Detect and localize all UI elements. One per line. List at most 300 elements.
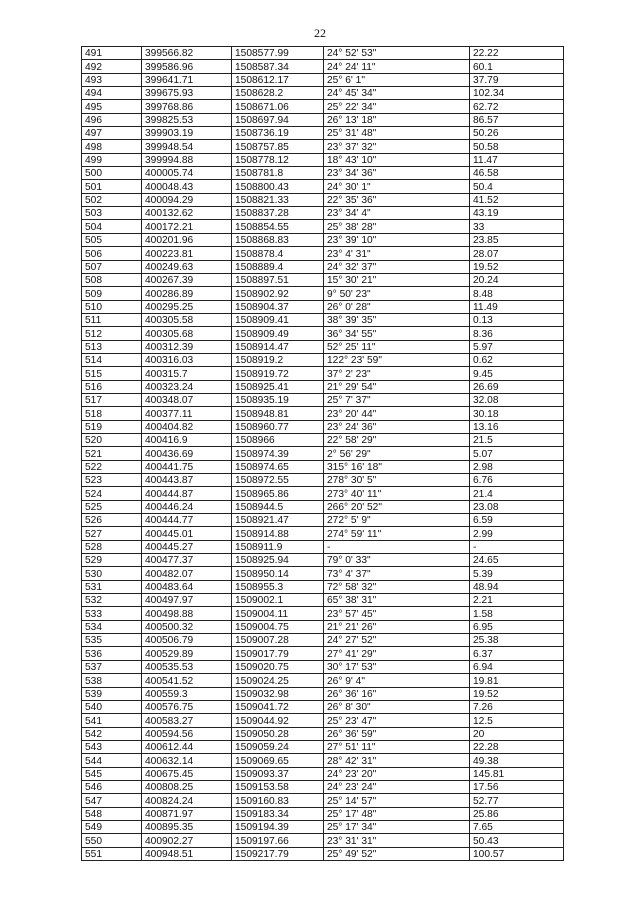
direction-angle-cell: 25° 31' 48" — [324, 127, 470, 140]
direction-angle-cell: 25° 17' 48" — [324, 807, 470, 820]
distance-cell: 32.08 — [470, 393, 564, 406]
direction-angle-cell: 28° 42' 31" — [324, 754, 470, 767]
x-coordinate-cell: 400559.3 — [142, 687, 232, 700]
point-number-cell: 534 — [82, 620, 142, 633]
table-row — [82, 780, 564, 793]
y-coordinate-cell: 1508955.3 — [232, 580, 324, 593]
x-coordinate-cell: 400483.64 — [142, 580, 232, 593]
x-coordinate-cell: 399768.86 — [142, 100, 232, 113]
table-row — [82, 247, 564, 260]
table-row — [82, 300, 564, 313]
distance-cell: 24.65 — [470, 554, 564, 567]
point-number-cell: 499 — [82, 153, 142, 166]
distance-cell: 6.59 — [470, 514, 564, 527]
y-coordinate-cell: 1508868.83 — [232, 233, 324, 246]
point-number-cell: 506 — [82, 247, 142, 260]
distance-cell: 8.36 — [470, 327, 564, 340]
y-coordinate-cell: 1508612.17 — [232, 73, 324, 86]
distance-cell: 7.65 — [470, 820, 564, 833]
y-coordinate-cell: 1508837.28 — [232, 207, 324, 220]
x-coordinate-cell: 400132.62 — [142, 207, 232, 220]
table-row — [82, 727, 564, 740]
point-number-cell: 514 — [82, 353, 142, 366]
point-number-cell: 510 — [82, 300, 142, 313]
table-row — [82, 740, 564, 753]
y-coordinate-cell: 1508974.39 — [232, 447, 324, 460]
x-coordinate-cell: 400267.39 — [142, 273, 232, 286]
point-number-cell: 525 — [82, 500, 142, 513]
x-coordinate-cell: 400249.63 — [142, 260, 232, 273]
direction-angle-cell: 79° 0' 33" — [324, 554, 470, 567]
distance-cell: 6.95 — [470, 620, 564, 633]
y-coordinate-cell: 1508587.34 — [232, 60, 324, 73]
distance-cell: 102.34 — [470, 87, 564, 100]
y-coordinate-cell: 1508966 — [232, 433, 324, 446]
direction-angle-cell: 273° 40' 11" — [324, 487, 470, 500]
y-coordinate-cell: 1508944.5 — [232, 500, 324, 513]
table-row — [82, 527, 564, 540]
distance-cell: 41.52 — [470, 193, 564, 206]
x-coordinate-cell: 400443.87 — [142, 474, 232, 487]
distance-cell: 1.58 — [470, 607, 564, 620]
table-row — [82, 847, 564, 860]
table-row — [82, 100, 564, 113]
y-coordinate-cell: 1509007.28 — [232, 634, 324, 647]
y-coordinate-cell: 1509002.1 — [232, 594, 324, 607]
y-coordinate-cell: 1508854.55 — [232, 220, 324, 233]
point-number-cell: 505 — [82, 233, 142, 246]
x-coordinate-cell: 400541.52 — [142, 674, 232, 687]
distance-cell: 6.37 — [470, 647, 564, 660]
distance-cell: 9.45 — [470, 367, 564, 380]
direction-angle-cell: 25° 7' 37" — [324, 393, 470, 406]
point-number-cell: 530 — [82, 567, 142, 580]
point-number-cell: 544 — [82, 754, 142, 767]
x-coordinate-cell: 400497.97 — [142, 594, 232, 607]
y-coordinate-cell: 1508628.2 — [232, 87, 324, 100]
table-row — [82, 554, 564, 567]
page-number: 22 — [314, 26, 326, 40]
direction-angle-cell: 73° 4' 37" — [324, 567, 470, 580]
y-coordinate-cell: 1508904.37 — [232, 300, 324, 313]
table-row — [82, 594, 564, 607]
y-coordinate-cell: 1509020.75 — [232, 660, 324, 673]
x-coordinate-cell: 399566.82 — [142, 47, 232, 60]
x-coordinate-cell: 400535.53 — [142, 660, 232, 673]
table-row — [82, 620, 564, 633]
y-coordinate-cell: 1508577.99 — [232, 47, 324, 60]
direction-angle-cell: 23° 57' 45" — [324, 607, 470, 620]
table-row — [82, 433, 564, 446]
x-coordinate-cell: 400612.44 — [142, 740, 232, 753]
table-row — [82, 260, 564, 273]
table-row — [82, 287, 564, 300]
y-coordinate-cell: 1508925.41 — [232, 380, 324, 393]
table-row — [82, 340, 564, 353]
direction-angle-cell: 315° 16' 18" — [324, 460, 470, 473]
point-number-cell: 549 — [82, 820, 142, 833]
distance-cell: 26.69 — [470, 380, 564, 393]
distance-cell: 25.38 — [470, 634, 564, 647]
point-number-cell: 538 — [82, 674, 142, 687]
point-number-cell: 546 — [82, 780, 142, 793]
distance-cell: 19.52 — [470, 260, 564, 273]
direction-angle-cell: 25° 17' 34" — [324, 820, 470, 833]
point-number-cell: 529 — [82, 554, 142, 567]
y-coordinate-cell: 1509093.37 — [232, 767, 324, 780]
direction-angle-cell: 23° 37' 32" — [324, 140, 470, 153]
point-number-cell: 503 — [82, 207, 142, 220]
point-number-cell: 528 — [82, 540, 142, 553]
distance-cell: 48.94 — [470, 580, 564, 593]
distance-cell: 19.52 — [470, 687, 564, 700]
distance-cell: 20.24 — [470, 273, 564, 286]
table-row — [82, 700, 564, 713]
direction-angle-cell: 23° 34' 36" — [324, 167, 470, 180]
x-coordinate-cell: 400445.27 — [142, 540, 232, 553]
direction-angle-cell: 23° 4' 31" — [324, 247, 470, 260]
point-number-cell: 519 — [82, 420, 142, 433]
y-coordinate-cell: 1508800.43 — [232, 180, 324, 193]
x-coordinate-cell: 400675.45 — [142, 767, 232, 780]
table-row — [82, 407, 564, 420]
point-number-cell: 517 — [82, 393, 142, 406]
table-row — [82, 660, 564, 673]
table-row — [82, 580, 564, 593]
distance-cell: 28.07 — [470, 247, 564, 260]
distance-cell: 23.08 — [470, 500, 564, 513]
table-row — [82, 567, 564, 580]
table-row — [82, 500, 564, 513]
point-number-cell: 512 — [82, 327, 142, 340]
distance-cell: 46.58 — [470, 167, 564, 180]
x-coordinate-cell: 399675.93 — [142, 87, 232, 100]
point-number-cell: 524 — [82, 487, 142, 500]
y-coordinate-cell: 1508919.72 — [232, 367, 324, 380]
x-coordinate-cell: 400445.01 — [142, 527, 232, 540]
table-row — [82, 273, 564, 286]
x-coordinate-cell: 400871.97 — [142, 807, 232, 820]
y-coordinate-cell: 1509197.66 — [232, 834, 324, 847]
point-number-cell: 535 — [82, 634, 142, 647]
direction-angle-cell: 65° 38' 31" — [324, 594, 470, 607]
direction-angle-cell: 272° 5' 9" — [324, 514, 470, 527]
x-coordinate-cell: 400295.25 — [142, 300, 232, 313]
point-number-cell: 509 — [82, 287, 142, 300]
direction-angle-cell: 24° 52' 53" — [324, 47, 470, 60]
distance-cell: 25.86 — [470, 807, 564, 820]
table-row — [82, 153, 564, 166]
x-coordinate-cell: 400948.51 — [142, 847, 232, 860]
distance-cell: 11.49 — [470, 300, 564, 313]
distance-cell: 17.56 — [470, 780, 564, 793]
table-row — [82, 714, 564, 727]
distance-cell: 6.94 — [470, 660, 564, 673]
point-number-cell: 508 — [82, 273, 142, 286]
distance-cell: 145.81 — [470, 767, 564, 780]
direction-angle-cell: 27° 51' 11" — [324, 740, 470, 753]
x-coordinate-cell: 400477.37 — [142, 554, 232, 567]
direction-angle-cell: 25° 6' 1" — [324, 73, 470, 86]
y-coordinate-cell: 1508960.77 — [232, 420, 324, 433]
table-row — [82, 60, 564, 73]
point-number-cell: 501 — [82, 180, 142, 193]
point-number-cell: 541 — [82, 714, 142, 727]
distance-cell: 2.98 — [470, 460, 564, 473]
table-row — [82, 487, 564, 500]
point-number-cell: 521 — [82, 447, 142, 460]
x-coordinate-cell: 400348.07 — [142, 393, 232, 406]
direction-angle-cell: 26° 36' 16" — [324, 687, 470, 700]
table-row — [82, 233, 564, 246]
y-coordinate-cell: 1509153.58 — [232, 780, 324, 793]
y-coordinate-cell: 1508902.92 — [232, 287, 324, 300]
table-row — [82, 180, 564, 193]
x-coordinate-cell: 400482.07 — [142, 567, 232, 580]
point-number-cell: 497 — [82, 127, 142, 140]
point-number-cell: 532 — [82, 594, 142, 607]
x-coordinate-cell: 400305.58 — [142, 313, 232, 326]
x-coordinate-cell: 399994.88 — [142, 153, 232, 166]
y-coordinate-cell: 1509004.11 — [232, 607, 324, 620]
table-row — [82, 674, 564, 687]
y-coordinate-cell: 1509004.75 — [232, 620, 324, 633]
table-row — [82, 127, 564, 140]
y-coordinate-cell: 1508948.81 — [232, 407, 324, 420]
x-coordinate-cell: 400323.24 — [142, 380, 232, 393]
direction-angle-cell: 25° 22' 34" — [324, 100, 470, 113]
y-coordinate-cell: 1508965.86 — [232, 487, 324, 500]
table-row — [82, 474, 564, 487]
point-number-cell: 547 — [82, 794, 142, 807]
y-coordinate-cell: 1508921.47 — [232, 514, 324, 527]
table-row — [82, 393, 564, 406]
y-coordinate-cell: 1508821.33 — [232, 193, 324, 206]
distance-cell: 86.57 — [470, 113, 564, 126]
table-row — [82, 647, 564, 660]
point-number-cell: 520 — [82, 433, 142, 446]
y-coordinate-cell: 1509044.92 — [232, 714, 324, 727]
point-number-cell: 493 — [82, 73, 142, 86]
y-coordinate-cell: 1508757.85 — [232, 140, 324, 153]
table-row — [82, 367, 564, 380]
x-coordinate-cell: 400441.75 — [142, 460, 232, 473]
direction-angle-cell: 23° 24' 36" — [324, 420, 470, 433]
x-coordinate-cell: 399948.54 — [142, 140, 232, 153]
direction-angle-cell: 36° 34' 55" — [324, 327, 470, 340]
direction-angle-cell: 38° 39' 35" — [324, 313, 470, 326]
table-row — [82, 140, 564, 153]
direction-angle-cell: 18° 43' 10" — [324, 153, 470, 166]
direction-angle-cell: 23° 34' 4" — [324, 207, 470, 220]
table-row — [82, 514, 564, 527]
y-coordinate-cell: 1509050.28 — [232, 727, 324, 740]
distance-cell: - — [470, 540, 564, 553]
x-coordinate-cell: 400583.27 — [142, 714, 232, 727]
point-number-cell: 500 — [82, 167, 142, 180]
y-coordinate-cell: 1508914.47 — [232, 340, 324, 353]
point-number-cell: 498 — [82, 140, 142, 153]
table-row — [82, 607, 564, 620]
distance-cell: 49.38 — [470, 754, 564, 767]
y-coordinate-cell: 1508925.94 — [232, 554, 324, 567]
x-coordinate-cell: 400529.89 — [142, 647, 232, 660]
y-coordinate-cell: 1508935.19 — [232, 393, 324, 406]
x-coordinate-cell: 400808.25 — [142, 780, 232, 793]
distance-cell: 2.99 — [470, 527, 564, 540]
y-coordinate-cell: 1508889.4 — [232, 260, 324, 273]
point-number-cell: 526 — [82, 514, 142, 527]
x-coordinate-cell: 400005.74 — [142, 167, 232, 180]
y-coordinate-cell: 1508911.9 — [232, 540, 324, 553]
direction-angle-cell: 72° 58' 32" — [324, 580, 470, 593]
distance-cell: 37.79 — [470, 73, 564, 86]
x-coordinate-cell: 400316.03 — [142, 353, 232, 366]
x-coordinate-cell: 399903.19 — [142, 127, 232, 140]
distance-cell: 20 — [470, 727, 564, 740]
direction-angle-cell: 2° 56' 29" — [324, 447, 470, 460]
distance-cell: 33 — [470, 220, 564, 233]
table-row — [82, 807, 564, 820]
y-coordinate-cell: 1508919.2 — [232, 353, 324, 366]
y-coordinate-cell: 1508897.51 — [232, 273, 324, 286]
direction-angle-cell: 21° 29' 54" — [324, 380, 470, 393]
table-row — [82, 380, 564, 393]
x-coordinate-cell: 399586.96 — [142, 60, 232, 73]
point-number-cell: 527 — [82, 527, 142, 540]
y-coordinate-cell: 1509017.79 — [232, 647, 324, 660]
table-row — [82, 313, 564, 326]
distance-cell: 0.62 — [470, 353, 564, 366]
x-coordinate-cell: 400286.89 — [142, 287, 232, 300]
y-coordinate-cell: 1508778.12 — [232, 153, 324, 166]
point-number-cell: 492 — [82, 60, 142, 73]
coordinates-table-body — [82, 47, 564, 861]
x-coordinate-cell: 400048.43 — [142, 180, 232, 193]
distance-cell: 5.97 — [470, 340, 564, 353]
x-coordinate-cell: 400824.24 — [142, 794, 232, 807]
x-coordinate-cell: 400594.56 — [142, 727, 232, 740]
distance-cell: 8.48 — [470, 287, 564, 300]
y-coordinate-cell: 1509160.83 — [232, 794, 324, 807]
direction-angle-cell: 24° 30' 1" — [324, 180, 470, 193]
y-coordinate-cell: 1508781.8 — [232, 167, 324, 180]
y-coordinate-cell: 1509194.39 — [232, 820, 324, 833]
direction-angle-cell: 37° 2' 23" — [324, 367, 470, 380]
point-number-cell: 511 — [82, 313, 142, 326]
distance-cell: 52.77 — [470, 794, 564, 807]
point-number-cell: 502 — [82, 193, 142, 206]
point-number-cell: 522 — [82, 460, 142, 473]
x-coordinate-cell: 400444.87 — [142, 487, 232, 500]
point-number-cell: 543 — [82, 740, 142, 753]
x-coordinate-cell: 400632.14 — [142, 754, 232, 767]
point-number-cell: 518 — [82, 407, 142, 420]
distance-cell: 21.5 — [470, 433, 564, 446]
direction-angle-cell: 26° 8' 30" — [324, 700, 470, 713]
point-number-cell: 495 — [82, 100, 142, 113]
distance-cell: 50.4 — [470, 180, 564, 193]
point-number-cell: 545 — [82, 767, 142, 780]
direction-angle-cell: 9° 50' 23" — [324, 287, 470, 300]
distance-cell: 12.5 — [470, 714, 564, 727]
y-coordinate-cell: 1509059.24 — [232, 740, 324, 753]
table-row — [82, 327, 564, 340]
distance-cell: 0.13 — [470, 313, 564, 326]
distance-cell: 30.18 — [470, 407, 564, 420]
table-row — [82, 207, 564, 220]
y-coordinate-cell: 1508972.55 — [232, 474, 324, 487]
x-coordinate-cell: 400172.21 — [142, 220, 232, 233]
y-coordinate-cell: 1508950.14 — [232, 567, 324, 580]
distance-cell: 6.76 — [470, 474, 564, 487]
table-row — [82, 820, 564, 833]
y-coordinate-cell: 1509069.65 — [232, 754, 324, 767]
y-coordinate-cell: 1509183.34 — [232, 807, 324, 820]
y-coordinate-cell: 1508909.49 — [232, 327, 324, 340]
point-number-cell: 491 — [82, 47, 142, 60]
direction-angle-cell: 25° 49' 52" — [324, 847, 470, 860]
direction-angle-cell: 15° 30' 21" — [324, 273, 470, 286]
y-coordinate-cell: 1509041.72 — [232, 700, 324, 713]
y-coordinate-cell: 1508878.4 — [232, 247, 324, 260]
distance-cell: 50.43 — [470, 834, 564, 847]
point-number-cell: 531 — [82, 580, 142, 593]
y-coordinate-cell: 1509024.25 — [232, 674, 324, 687]
direction-angle-cell: 23° 31' 31" — [324, 834, 470, 847]
x-coordinate-cell: 400506.79 — [142, 634, 232, 647]
y-coordinate-cell: 1508974.65 — [232, 460, 324, 473]
table-row — [82, 420, 564, 433]
table-row — [82, 353, 564, 366]
y-coordinate-cell: 1508671.06 — [232, 100, 324, 113]
table-row — [82, 167, 564, 180]
x-coordinate-cell: 400305.68 — [142, 327, 232, 340]
table-row — [82, 73, 564, 86]
distance-cell: 2.21 — [470, 594, 564, 607]
x-coordinate-cell: 400895.35 — [142, 820, 232, 833]
table-row — [82, 460, 564, 473]
table-row — [82, 447, 564, 460]
point-number-cell: 548 — [82, 807, 142, 820]
distance-cell: 60.1 — [470, 60, 564, 73]
table-row — [82, 220, 564, 233]
direction-angle-cell: 266° 20' 52" — [324, 500, 470, 513]
x-coordinate-cell: 400223.81 — [142, 247, 232, 260]
point-number-cell: 539 — [82, 687, 142, 700]
distance-cell: 5.07 — [470, 447, 564, 460]
table-row — [82, 754, 564, 767]
point-number-cell: 494 — [82, 87, 142, 100]
direction-angle-cell: 26° 13' 18" — [324, 113, 470, 126]
direction-angle-cell: 21° 21' 26" — [324, 620, 470, 633]
point-number-cell: 523 — [82, 474, 142, 487]
x-coordinate-cell: 400094.29 — [142, 193, 232, 206]
x-coordinate-cell: 399825.53 — [142, 113, 232, 126]
distance-cell: 5.39 — [470, 567, 564, 580]
x-coordinate-cell: 400377.11 — [142, 407, 232, 420]
table-row — [82, 794, 564, 807]
direction-angle-cell: 24° 32' 37" — [324, 260, 470, 273]
point-number-cell: 516 — [82, 380, 142, 393]
y-coordinate-cell: 1508736.19 — [232, 127, 324, 140]
point-number-cell: 533 — [82, 607, 142, 620]
point-number-cell: 540 — [82, 700, 142, 713]
point-number-cell: 515 — [82, 367, 142, 380]
distance-cell: 11.47 — [470, 153, 564, 166]
y-coordinate-cell: 1508914.88 — [232, 527, 324, 540]
x-coordinate-cell: 400576.75 — [142, 700, 232, 713]
